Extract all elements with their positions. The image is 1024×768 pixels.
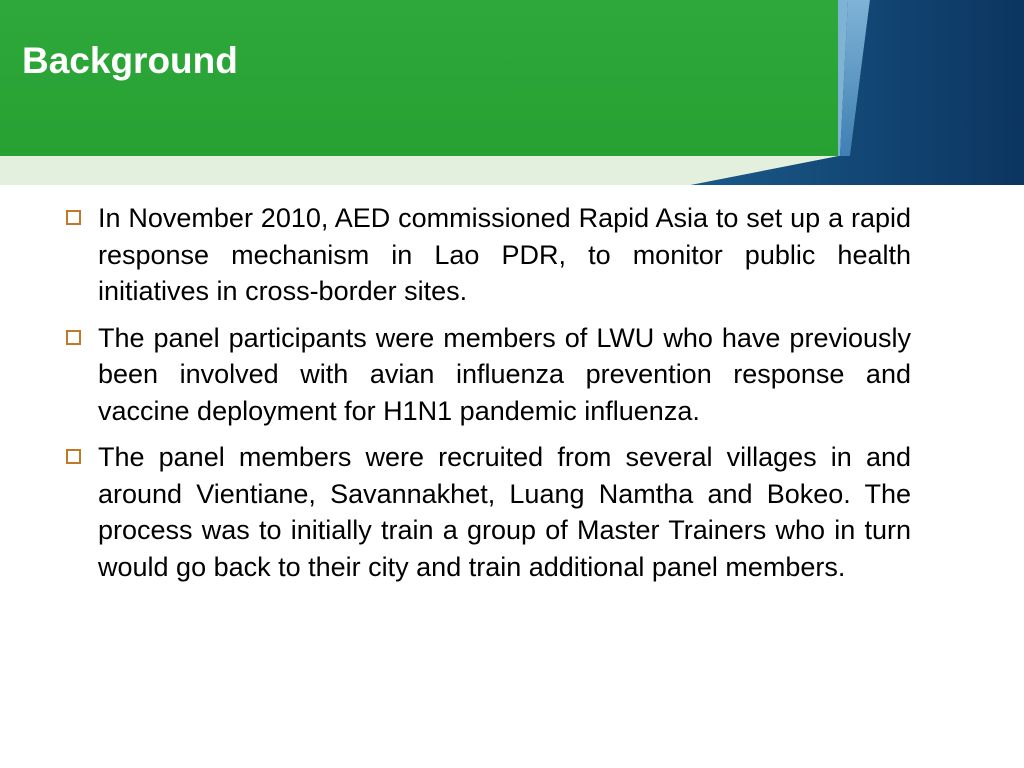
- list-item: [66, 200, 911, 310]
- hollow-square-icon: [66, 449, 81, 464]
- corner-decoration: [0, 0, 1024, 185]
- bullet-text: In November 2010, AED commissioned Rapid Asia to set up a rapid response mechanism in Lao PDR, to monitor public health initiatives in cross-border sites.: [98, 203, 911, 306]
- hollow-square-icon: [66, 210, 81, 225]
- bullet-text: The panel members were recruited from several villages in and around Vientiane, Savannakhet, Luang Namtha and Bokeo. The process was to initially train a group of Master Trainers who in turn would go back to their city and train additional panel members.: [98, 442, 911, 582]
- list-item: [66, 320, 911, 430]
- bullet-text: The panel participants were members of LWU who have previously been involved with avian influenza prevention response and vaccine deployment for H1N1 pandemic influenza.: [98, 322, 911, 426]
- page-title: Background: [22, 40, 238, 81]
- list-item: [66, 439, 911, 585]
- bullet-list: [66, 200, 911, 595]
- hollow-square-icon: [66, 330, 81, 345]
